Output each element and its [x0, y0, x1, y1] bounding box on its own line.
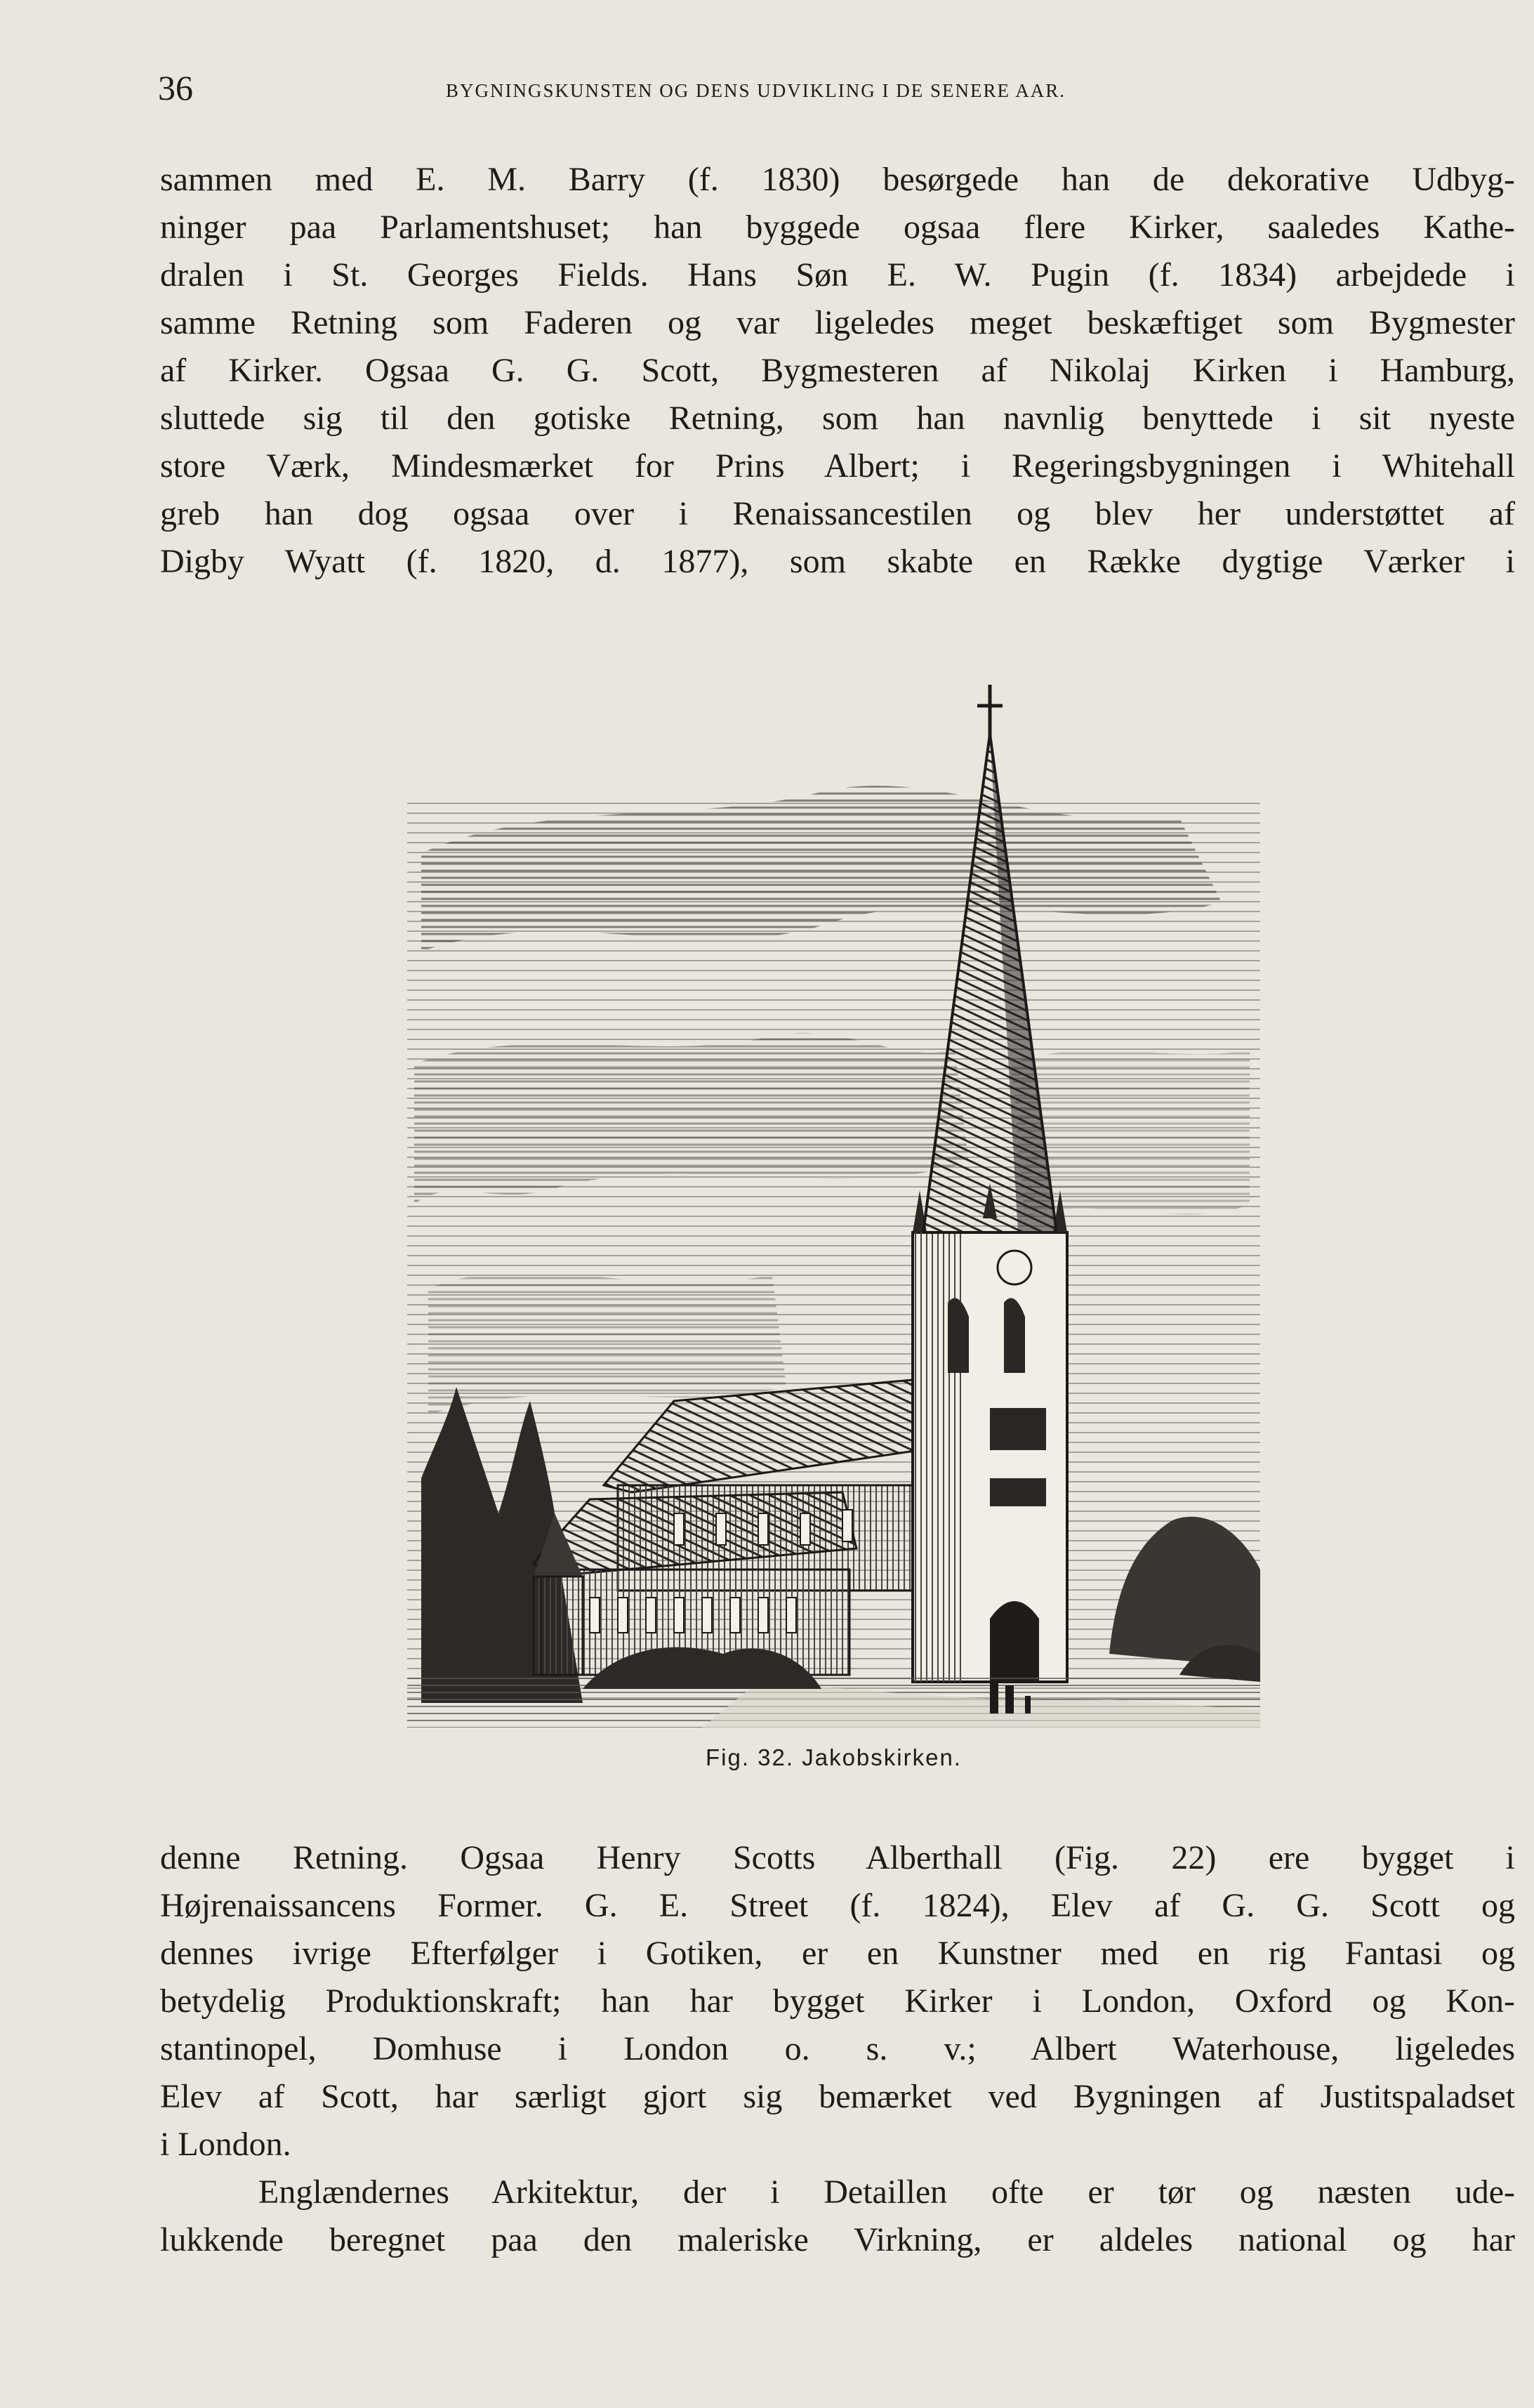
text-line: samme Retning som Faderen og var ligeledes meget beskæftiget som Bygmester	[160, 304, 1515, 341]
text-line: af Kirker. Ogsaa G. G. Scott, Bygmesteren af Nikolaj Kirken i Hamburg,	[160, 352, 1515, 389]
text-line: dennes ivrige Efterfølger i Gotiken, er en Kunstner med en rig Fantasi og	[160, 1935, 1515, 1972]
figure-caption: Fig. 32. Jakobskirken.	[706, 1744, 962, 1770]
text-line: denne Retning. Ogsaa Henry Scotts Alberthall (Fig. 22) ere bygget i	[160, 1839, 1515, 1876]
text-line: sammen med E. M. Barry (f. 1830) besørgede han de dekorative Udbyg-	[160, 161, 1515, 198]
text-line: stantinopel, Domhuse i London o. s. v.; Albert Waterhouse, ligeledes	[160, 2030, 1515, 2067]
text-line: lukkende beregnet paa den maleriske Virkning, er aldeles national og har	[160, 2221, 1515, 2258]
text-line: Højrenaissancens Former. G. E. Street (f. 1824), Elev af G. G. Scott og	[160, 1887, 1515, 1924]
text-line: Digby Wyatt (f. 1820, d. 1877), som skabte en Række dygtige Værker i	[160, 543, 1515, 580]
paragraph-bottom	[160, 1834, 1515, 2264]
text-line: i London.	[160, 2126, 291, 2163]
text-line: dralen i St. Georges Fields. Hans Søn E. W. Pugin (f. 1834) arbejdede i	[160, 256, 1515, 294]
page-number: 36	[158, 68, 193, 107]
running-head: BYGNINGSKUNSTEN OG DENS UDVIKLING I DE SENERE AAR.	[446, 80, 1066, 101]
church-engraving	[407, 671, 1260, 1728]
text-line: Englændernes Arkitektur, der i Detaillen ofte er tør og næsten ude-	[258, 2173, 1515, 2211]
text-line: ninger paa Parlamentshuset; han byggede ogsaa flere Kirker, saaledes Kathe-	[160, 209, 1515, 246]
text-line: store Værk, Mindesmærket for Prins Albert; i Regeringsbygningen i Whitehall	[160, 447, 1515, 485]
text-line: betydelig Produktionskraft; han har bygget Kirker i London, Oxford og Kon-	[160, 1982, 1515, 2020]
paragraph-top	[160, 156, 1515, 586]
text-line: greb han dog ogsaa over i Renaissancestilen og blev her understøttet af	[160, 495, 1515, 532]
text-line: sluttede sig til den gotiske Retning, som han navnlig benyttede i sit nyeste	[160, 400, 1515, 437]
text-line: Elev af Scott, har særligt gjort sig bemærket ved Bygningen af Justitspaladset	[160, 2078, 1515, 2115]
page-header	[158, 67, 1520, 116]
